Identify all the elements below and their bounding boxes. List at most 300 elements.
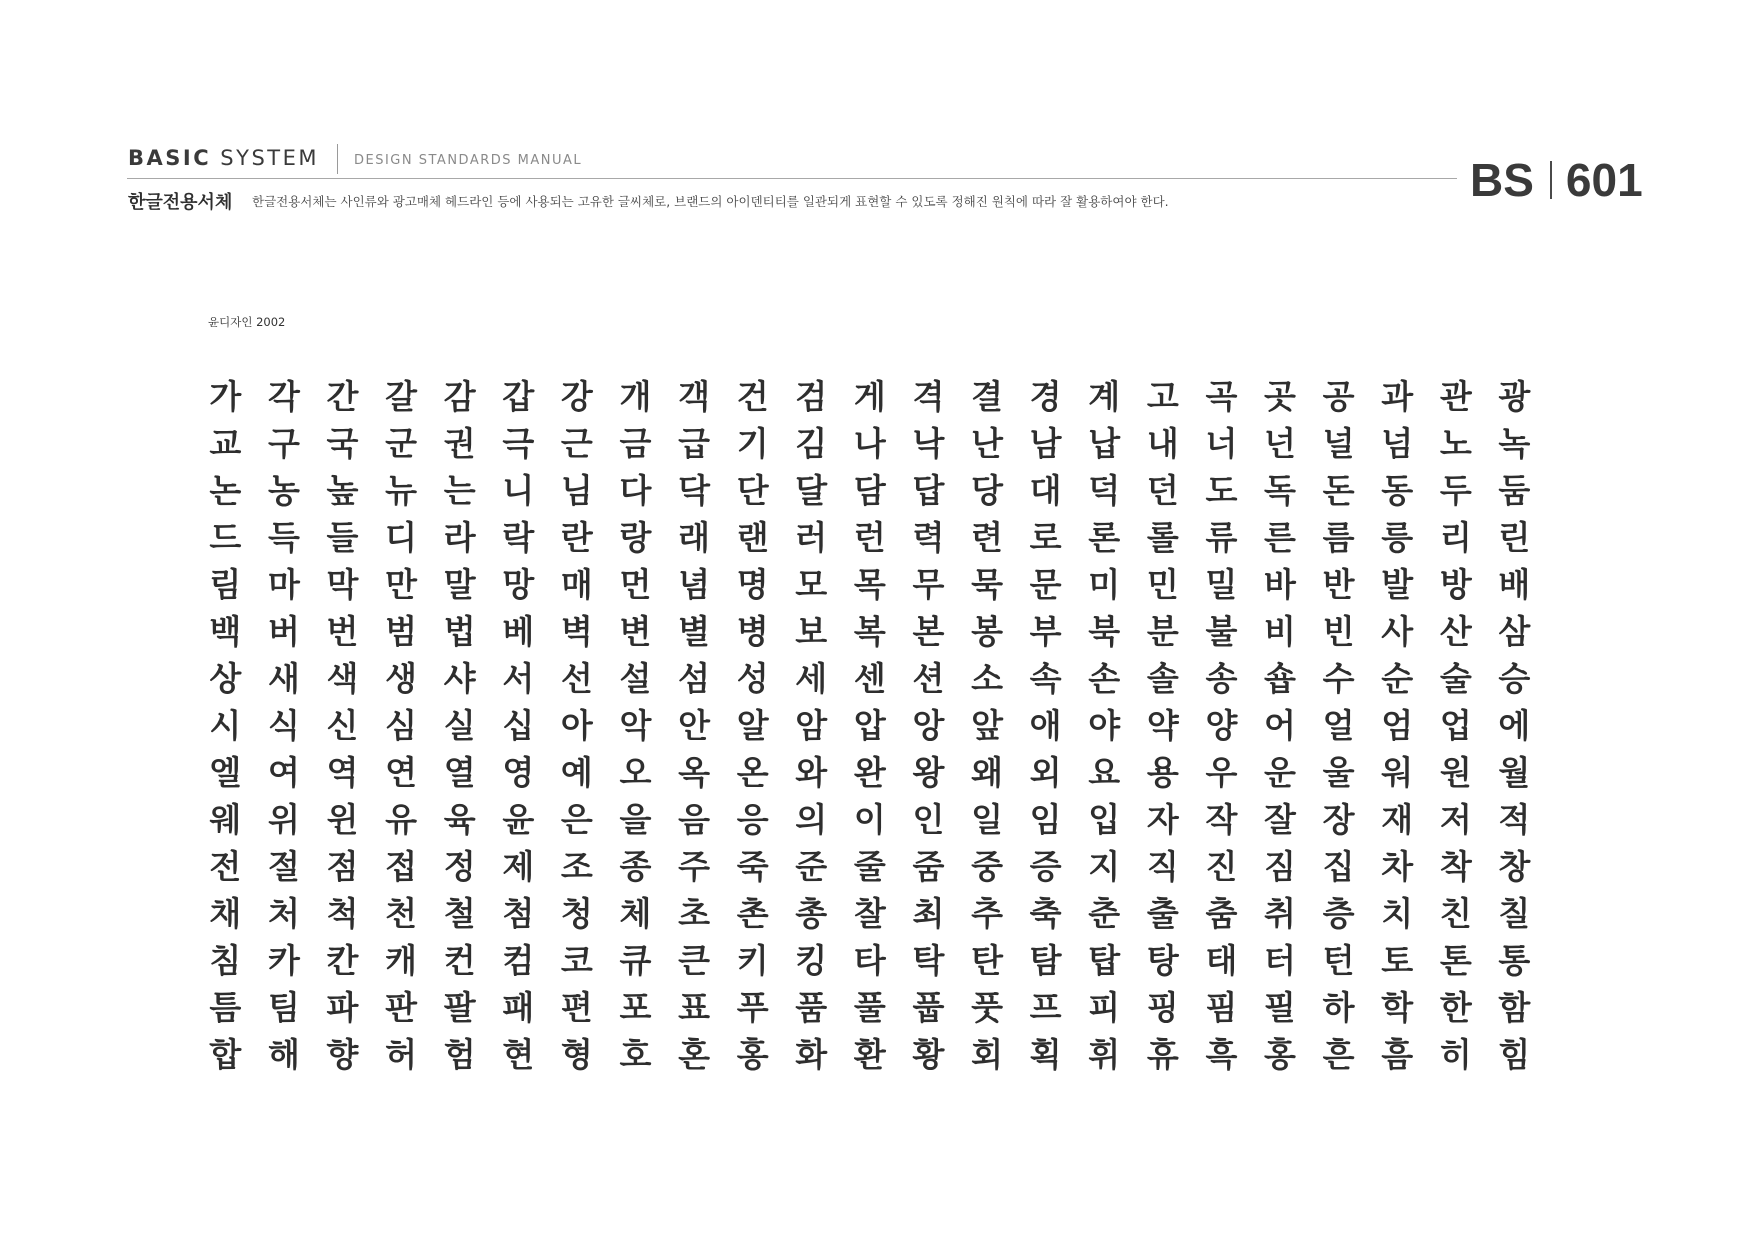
glyph-char: 순 — [1381, 659, 1414, 698]
glyph-char: 유 — [385, 800, 418, 839]
glyph-char: 샤 — [443, 659, 476, 698]
glyph-char: 어 — [1264, 706, 1296, 745]
page-code-number: 601 — [1565, 154, 1643, 206]
glyph-char: 과 — [1381, 377, 1414, 416]
glyph-char: 묵 — [971, 565, 1003, 604]
glyph-char: 호 — [619, 1035, 652, 1074]
glyph-char: 직 — [1146, 847, 1179, 886]
page-code-divider — [1550, 161, 1552, 199]
glyph-char: 태 — [1205, 941, 1238, 980]
glyph-char: 금 — [619, 424, 652, 463]
glyph-char: 들 — [326, 518, 359, 557]
glyph-char: 잘 — [1264, 800, 1296, 839]
glyph-char: 근 — [560, 424, 593, 463]
glyph-char: 당 — [971, 471, 1003, 510]
glyph-char: 한 — [1439, 988, 1472, 1027]
glyph-char: 팀 — [267, 988, 300, 1027]
glyph-char: 결 — [971, 377, 1003, 416]
glyph-char: 복 — [853, 612, 886, 651]
glyph-char: 웨 — [209, 800, 242, 839]
glyph-char: 찰 — [853, 894, 886, 933]
glyph-char: 응 — [736, 800, 769, 839]
glyph-char: 뉴 — [385, 471, 418, 510]
glyph-char: 점 — [326, 847, 359, 886]
glyph-char: 회 — [971, 1035, 1003, 1074]
glyph-char: 통 — [1498, 941, 1531, 980]
glyph-char: 론 — [1088, 518, 1121, 557]
glyph-char: 킹 — [795, 941, 828, 980]
glyph-char: 디 — [385, 518, 418, 557]
glyph-char: 실 — [443, 706, 476, 745]
glyph-char: 야 — [1088, 706, 1121, 745]
glyph-char: 북 — [1088, 612, 1121, 651]
glyph-char: 애 — [1029, 706, 1062, 745]
glyph-char: 사 — [1381, 612, 1414, 651]
glyph-char: 영 — [502, 753, 535, 792]
section-title: 한글전용서체 — [128, 192, 233, 213]
glyph-char: 준 — [795, 847, 828, 886]
glyph-char: 추 — [971, 894, 1003, 933]
glyph-char: 랜 — [736, 518, 769, 557]
glyph-char: 별 — [678, 612, 710, 651]
glyph-char: 도 — [1205, 471, 1238, 510]
glyph-char: 에 — [1498, 706, 1531, 745]
glyph-char: 속 — [1029, 659, 1062, 698]
glyph-char: 군 — [385, 424, 418, 463]
glyph-char: 합 — [209, 1035, 242, 1074]
glyph-char: 여 — [267, 753, 300, 792]
glyph-char: 두 — [1439, 471, 1472, 510]
glyph-char: 하 — [1322, 988, 1355, 1027]
glyph-char: 매 — [560, 565, 593, 604]
glyph-char: 양 — [1205, 706, 1238, 745]
glyph-char: 김 — [795, 424, 828, 463]
glyph-char: 님 — [560, 471, 593, 510]
glyph-char: 미 — [1088, 565, 1121, 604]
glyph-char: 작 — [1205, 800, 1238, 839]
glyph-char: 라 — [443, 518, 476, 557]
glyph-char: 국 — [326, 424, 359, 463]
glyph-char: 절 — [267, 847, 300, 886]
glyph-char: 바 — [1264, 565, 1296, 604]
glyph-char: 릉 — [1381, 518, 1414, 557]
glyph-char: 푸 — [736, 988, 769, 1027]
glyph-char: 닥 — [678, 471, 710, 510]
glyph-char: 적 — [1498, 800, 1531, 839]
glyph-char: 탁 — [912, 941, 945, 980]
glyph-char: 본 — [912, 612, 945, 651]
glyph-char: 와 — [795, 753, 828, 792]
glyph-char: 현 — [502, 1035, 535, 1074]
glyph-char: 정 — [443, 847, 476, 886]
glyph-char: 줌 — [912, 847, 945, 886]
glyph-char: 토 — [1381, 941, 1414, 980]
glyph-char: 래 — [678, 518, 710, 557]
glyph-char: 둠 — [1498, 471, 1531, 510]
glyph-char: 니 — [502, 471, 535, 510]
glyph-char: 진 — [1205, 847, 1238, 886]
glyph-char: 은 — [560, 800, 593, 839]
glyph-char: 창 — [1498, 847, 1531, 886]
glyph-char: 터 — [1264, 941, 1296, 980]
glyph-char: 최 — [912, 894, 945, 933]
glyph-char: 입 — [1088, 800, 1121, 839]
glyph-char: 밀 — [1205, 565, 1238, 604]
glyph-char: 명 — [736, 565, 769, 604]
glyph-char: 변 — [619, 612, 652, 651]
glyph-char: 서 — [502, 659, 535, 698]
glyph-char: 낙 — [912, 424, 945, 463]
glyph-char: 보 — [795, 612, 828, 651]
glyph-char: 롤 — [1146, 518, 1179, 557]
glyph-char: 역 — [326, 753, 359, 792]
glyph-char: 게 — [853, 377, 886, 416]
glyph-char: 풉 — [912, 988, 945, 1027]
glyph-char: 너 — [1205, 424, 1238, 463]
glyph-char: 숍 — [1264, 659, 1296, 698]
glyph-char: 을 — [619, 800, 652, 839]
glyph-char: 엄 — [1381, 706, 1414, 745]
glyph-char: 차 — [1381, 847, 1414, 886]
glyph-char: 돈 — [1322, 471, 1355, 510]
glyph-char: 마 — [267, 565, 300, 604]
glyph-char: 산 — [1439, 612, 1472, 651]
glyph-char: 개 — [619, 377, 652, 416]
glyph-char: 남 — [1029, 424, 1062, 463]
glyph-char: 채 — [209, 894, 242, 933]
glyph-char: 인 — [912, 800, 945, 839]
glyph-char: 판 — [385, 988, 418, 1027]
glyph-char: 체 — [619, 894, 652, 933]
glyph-char: 부 — [1029, 612, 1062, 651]
glyph-char: 류 — [1205, 518, 1238, 557]
glyph-char: 목 — [853, 565, 886, 604]
glyph-char: 난 — [971, 424, 1003, 463]
glyph-char: 식 — [267, 706, 300, 745]
glyph-char: 윤 — [502, 800, 535, 839]
glyph-char: 힘 — [1498, 1035, 1531, 1074]
glyph-char: 탕 — [1146, 941, 1179, 980]
glyph-char: 흑 — [1205, 1035, 1238, 1074]
glyph-char: 강 — [560, 377, 593, 416]
glyph-char: 포 — [619, 988, 652, 1027]
glyph-char: 버 — [267, 612, 300, 651]
glyph-char: 흔 — [1322, 1035, 1355, 1074]
glyph-char: 손 — [1088, 659, 1121, 698]
glyph-char: 불 — [1205, 612, 1238, 651]
glyph-char: 민 — [1146, 565, 1179, 604]
glyph-char: 집 — [1322, 847, 1355, 886]
font-name-label: 윤디자인 2002 — [208, 315, 286, 329]
glyph-char: 카 — [267, 941, 300, 980]
glyph-char: 온 — [736, 753, 769, 792]
glyph-char: 락 — [502, 518, 535, 557]
glyph-char: 위 — [267, 800, 300, 839]
glyph-char: 왜 — [971, 753, 1003, 792]
glyph-char: 말 — [443, 565, 476, 604]
glyph-char: 검 — [795, 377, 828, 416]
glyph-char: 공 — [1322, 377, 1355, 416]
glyph-char: 아 — [560, 706, 593, 745]
glyph-char: 우 — [1205, 753, 1238, 792]
glyph-char: 알 — [736, 706, 769, 745]
glyph-char: 농 — [267, 471, 300, 510]
glyph-char: 던 — [1146, 471, 1179, 510]
glyph-char: 안 — [678, 706, 710, 745]
glyph-char: 련 — [971, 518, 1003, 557]
glyph-char: 캐 — [385, 941, 418, 980]
glyph-char: 춤 — [1205, 894, 1238, 933]
glyph-char: 히 — [1439, 1035, 1472, 1074]
glyph-char: 줄 — [853, 847, 886, 886]
glyph-char: 베 — [502, 612, 535, 651]
glyph-char: 른 — [1264, 518, 1296, 557]
glyph-char: 내 — [1146, 424, 1179, 463]
glyph-char: 왕 — [912, 753, 945, 792]
glyph-char: 새 — [267, 659, 300, 698]
glyph-char: 권 — [443, 424, 476, 463]
glyph-char: 무 — [912, 565, 945, 604]
glyph-char: 흠 — [1381, 1035, 1414, 1074]
glyph-char: 육 — [443, 800, 476, 839]
glyph-char: 주 — [678, 847, 710, 886]
glyph-char: 곳 — [1264, 377, 1296, 416]
glyph-char: 울 — [1322, 753, 1355, 792]
glyph-char: 편 — [560, 988, 593, 1027]
glyph-char: 풀 — [853, 988, 886, 1027]
glyph-char: 센 — [853, 659, 886, 698]
glyph-char: 품 — [795, 988, 828, 1027]
glyph-char: 탑 — [1088, 941, 1121, 980]
glyph-char: 외 — [1029, 753, 1062, 792]
glyph-char: 격 — [912, 377, 945, 416]
glyph-char: 성 — [736, 659, 769, 698]
glyph-char: 생 — [385, 659, 418, 698]
glyph-char: 단 — [736, 471, 769, 510]
glyph-char: 대 — [1029, 471, 1062, 510]
glyph-char: 송 — [1205, 659, 1238, 698]
glyph-char: 림 — [209, 565, 242, 604]
glyph-char: 표 — [678, 988, 710, 1027]
glyph-char: 촌 — [736, 894, 769, 933]
glyph-char: 증 — [1029, 847, 1062, 886]
glyph-char: 첨 — [502, 894, 535, 933]
glyph-char: 필 — [1264, 988, 1296, 1027]
glyph-char: 번 — [326, 612, 359, 651]
glyph-char: 계 — [1088, 377, 1121, 416]
glyph-char: 설 — [619, 659, 652, 698]
glyph-char: 음 — [678, 800, 710, 839]
glyph-char: 운 — [1264, 753, 1296, 792]
glyph-char: 취 — [1264, 894, 1296, 933]
glyph-char: 지 — [1088, 847, 1121, 886]
glyph-char: 컴 — [502, 941, 535, 980]
glyph-char: 척 — [326, 894, 359, 933]
glyph-char: 십 — [502, 706, 535, 745]
glyph-char: 빈 — [1322, 612, 1355, 651]
glyph-char: 션 — [912, 659, 945, 698]
glyph-char: 드 — [209, 518, 242, 557]
glyph-char: 섬 — [678, 659, 710, 698]
glyph-char: 득 — [267, 518, 300, 557]
glyph-char: 랑 — [619, 518, 652, 557]
glyph-char: 업 — [1439, 706, 1472, 745]
glyph-char: 황 — [912, 1035, 945, 1074]
glyph-char: 총 — [795, 894, 828, 933]
glyph-char: 덕 — [1088, 471, 1121, 510]
glyph-char: 치 — [1381, 894, 1414, 933]
glyph-char: 험 — [443, 1035, 476, 1074]
glyph-char: 반 — [1322, 565, 1355, 604]
glyph-char: 벽 — [560, 612, 593, 651]
brand-title — [128, 146, 319, 170]
glyph-char: 턴 — [1322, 941, 1355, 980]
glyph-char: 재 — [1381, 800, 1414, 839]
glyph-char: 오 — [619, 753, 652, 792]
glyph-char: 비 — [1264, 612, 1296, 651]
glyph-char: 파 — [326, 988, 359, 1027]
glyph-char: 교 — [209, 424, 242, 463]
glyph-char: 기 — [736, 424, 769, 463]
glyph-char: 프 — [1029, 988, 1062, 1027]
glyph-char: 축 — [1029, 894, 1062, 933]
glyph-char: 탐 — [1029, 941, 1062, 980]
glyph-char: 세 — [795, 659, 828, 698]
glyph-char: 용 — [1146, 753, 1179, 792]
glyph-char: 소 — [971, 659, 1003, 698]
glyph-char: 높 — [326, 471, 359, 510]
glyph-char: 약 — [1146, 706, 1179, 745]
glyph-char: 향 — [326, 1035, 359, 1074]
glyph-char: 분 — [1146, 612, 1179, 651]
glyph-char: 획 — [1029, 1035, 1062, 1074]
glyph-char: 술 — [1439, 659, 1472, 698]
glyph-char: 동 — [1381, 471, 1414, 510]
glyph-char: 경 — [1029, 377, 1062, 416]
glyph-char: 키 — [736, 941, 769, 980]
glyph-char: 객 — [678, 377, 710, 416]
glyph-char: 장 — [1322, 800, 1355, 839]
glyph-char: 원 — [1439, 753, 1472, 792]
glyph-char: 삼 — [1498, 612, 1531, 651]
glyph-char: 철 — [443, 894, 476, 933]
glyph-char: 시 — [209, 706, 242, 745]
glyph-char: 곡 — [1205, 377, 1238, 416]
glyph-char: 얼 — [1322, 706, 1355, 745]
glyph-char: 다 — [619, 471, 652, 510]
glyph-char: 예 — [560, 753, 593, 792]
glyph-char: 짐 — [1264, 847, 1296, 886]
glyph-char: 열 — [443, 753, 476, 792]
glyph-char: 리 — [1439, 518, 1472, 557]
glyph-char: 엘 — [209, 753, 242, 792]
glyph-char: 혼 — [678, 1035, 710, 1074]
glyph-char: 납 — [1088, 424, 1121, 463]
glyph-char: 망 — [502, 565, 535, 604]
glyph-char: 월 — [1498, 753, 1531, 792]
glyph-char: 칠 — [1498, 894, 1531, 933]
glyph-char: 백 — [209, 612, 242, 651]
glyph-char: 범 — [385, 612, 418, 651]
glyph-char: 상 — [209, 659, 242, 698]
glyph-char: 전 — [209, 847, 242, 886]
glyph-char: 봉 — [971, 612, 1003, 651]
glyph-char: 학 — [1381, 988, 1414, 1027]
page-code-prefix: BS — [1470, 154, 1534, 206]
brand-title-bold: BASIC — [128, 146, 212, 170]
glyph-char: 층 — [1322, 894, 1355, 933]
header-divider — [337, 144, 338, 174]
glyph-char: 런 — [853, 518, 886, 557]
glyph-char: 큰 — [678, 941, 710, 980]
glyph-char: 구 — [267, 424, 300, 463]
glyph-char: 착 — [1439, 847, 1472, 886]
glyph-char: 발 — [1381, 565, 1414, 604]
glyph-char: 만 — [385, 565, 418, 604]
glyph-char: 저 — [1439, 800, 1472, 839]
glyph-char: 풋 — [971, 988, 1003, 1027]
glyph-char: 톤 — [1439, 941, 1472, 980]
glyph-char: 광 — [1498, 377, 1531, 416]
glyph-char: 워 — [1381, 753, 1414, 792]
glyph-char: 압 — [853, 706, 886, 745]
glyph-char: 병 — [736, 612, 769, 651]
glyph-char: 간 — [326, 377, 359, 416]
glyph-char: 암 — [795, 706, 828, 745]
glyph-char: 친 — [1439, 894, 1472, 933]
glyph-char: 심 — [385, 706, 418, 745]
glyph-char: 임 — [1029, 800, 1062, 839]
glyph-char: 옥 — [678, 753, 710, 792]
glyph-char: 춘 — [1088, 894, 1121, 933]
glyph-char: 갈 — [385, 377, 418, 416]
section-description: 한글전용서체는 사인류와 광고매체 헤드라인 등에 사용되는 고유한 글씨체로, 브랜드의 아이덴티티를 일관되게 표현할 수 있도록 정해진 원칙에 따라 잘 활용하여야 한다. — [252, 194, 1169, 209]
glyph-char: 앙 — [912, 706, 945, 745]
glyph-char: 앞 — [971, 706, 1003, 745]
glyph-char: 논 — [209, 471, 242, 510]
glyph-char: 급 — [678, 424, 710, 463]
glyph-char: 해 — [267, 1035, 300, 1074]
glyph-char: 감 — [443, 377, 476, 416]
glyph-char: 법 — [443, 612, 476, 651]
header-rule — [127, 178, 1457, 179]
brand-title-light: SYSTEM — [220, 146, 319, 170]
glyph-char: 컨 — [443, 941, 476, 980]
glyph-char: 달 — [795, 471, 828, 510]
glyph-char: 가 — [209, 377, 242, 416]
glyph-char: 신 — [326, 706, 359, 745]
glyph-char: 러 — [795, 518, 828, 557]
glyph-char: 조 — [560, 847, 593, 886]
glyph-char: 처 — [267, 894, 300, 933]
glyph-char: 넘 — [1381, 424, 1414, 463]
glyph-char: 널 — [1322, 424, 1355, 463]
glyph-char: 화 — [795, 1035, 828, 1074]
glyph-char: 청 — [560, 894, 593, 933]
glyph-char: 형 — [560, 1035, 593, 1074]
glyph-char: 팔 — [443, 988, 476, 1027]
glyph-char: 담 — [853, 471, 886, 510]
glyph-char: 종 — [619, 847, 652, 886]
glyph-char: 중 — [971, 847, 1003, 886]
glyph-char: 넌 — [1264, 424, 1296, 463]
glyph-char: 큐 — [619, 941, 652, 980]
glyph-char: 제 — [502, 847, 535, 886]
glyph-char: 침 — [209, 941, 242, 980]
glyph-char: 핑 — [1146, 988, 1179, 1027]
glyph-char: 핌 — [1205, 988, 1238, 1027]
glyph-char: 윈 — [326, 800, 359, 839]
